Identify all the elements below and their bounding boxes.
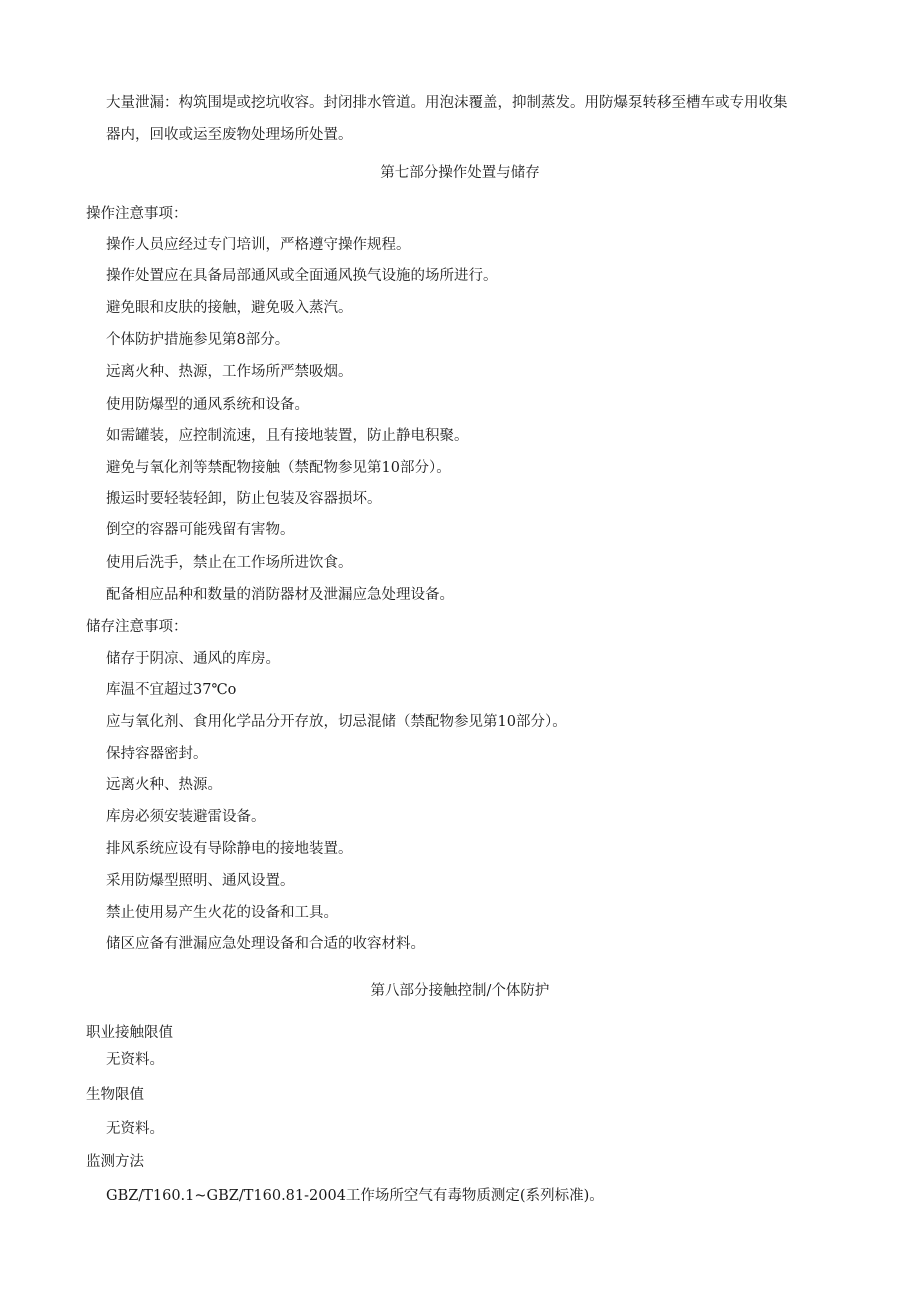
operation-precautions-label: 操作注意事项： [86, 206, 188, 222]
storage-item: 保持容器密封。 [106, 746, 208, 762]
operation-item: 避免眼和皮肤的接触，避免吸入蒸汽。 [106, 300, 353, 316]
operation-item: 操作处置应在具备局部通风或全面通风换气设施的场所进行。 [106, 268, 498, 284]
occupational-limit-value: 无资料。 [106, 1052, 164, 1068]
storage-item: 远离火种、热源。 [106, 777, 222, 793]
operation-item: 使用后洗手，禁止在工作场所进饮食。 [106, 555, 353, 571]
operation-item: 使用防爆型的通风系统和设备。 [106, 397, 309, 413]
storage-item: 采用防爆型照明、通风设置。 [106, 873, 295, 889]
operation-item: 倒空的容器可能残留有害物。 [106, 522, 295, 538]
monitoring-method-value: GBZ/T160.1~GBZ/T160.81-2004工作场所空气有毒物质测定(系列标准)。 [106, 1188, 604, 1204]
large-leak-line-1: 大量泄漏：构筑围堤或挖坑收容。封闭排水管道。用泡沫覆盖，抑制蒸发。用防爆泵转移至槽车或专用收集 [106, 95, 788, 111]
operation-item: 配备相应品种和数量的消防器材及泄漏应急处理设备。 [106, 587, 454, 603]
operation-item: 个体防护措施参见第8部分。 [106, 332, 290, 348]
storage-item: 储区应备有泄漏应急处理设备和合适的收容材料。 [106, 936, 425, 952]
operation-item: 搬运时要轻装轻卸，防止包装及容器损坏。 [106, 491, 382, 507]
operation-item: 如需罐装，应控制流速，且有接地装置，防止静电积聚。 [106, 428, 469, 444]
storage-item: 禁止使用易产生火花的设备和工具。 [106, 905, 338, 921]
operation-item: 避免与氧化剂等禁配物接触（禁配物参见第10部分）。 [106, 460, 451, 476]
bio-limit-label: 生物限值 [86, 1087, 144, 1103]
section-8-title: 第八部分接触控制/个体防护 [370, 983, 550, 999]
bio-limit-value: 无资料。 [106, 1121, 164, 1137]
monitoring-method-label: 监测方法 [86, 1154, 144, 1170]
storage-item: 排风系统应设有导除静电的接地装置。 [106, 841, 353, 857]
storage-item: 库温不宜超过37℃o [106, 682, 237, 698]
storage-item: 储存于阴凉、通风的库房。 [106, 651, 280, 667]
storage-item: 应与氧化剂、食用化学品分开存放，切忌混储（禁配物参见第10部分）。 [106, 714, 567, 730]
storage-item: 库房必须安装避雷设备。 [106, 809, 266, 825]
large-leak-line-2: 器内，回收或运至废物处理场所处置。 [106, 127, 353, 143]
section-7-title: 第七部分操作处置与储存 [380, 165, 540, 181]
occupational-limit-label: 职业接触限值 [86, 1025, 173, 1041]
storage-precautions-label: 储存注意事项： [86, 619, 188, 635]
operation-item: 远离火种、热源，工作场所严禁吸烟。 [106, 364, 353, 380]
operation-item: 操作人员应经过专门培训，严格遵守操作规程。 [106, 237, 411, 253]
